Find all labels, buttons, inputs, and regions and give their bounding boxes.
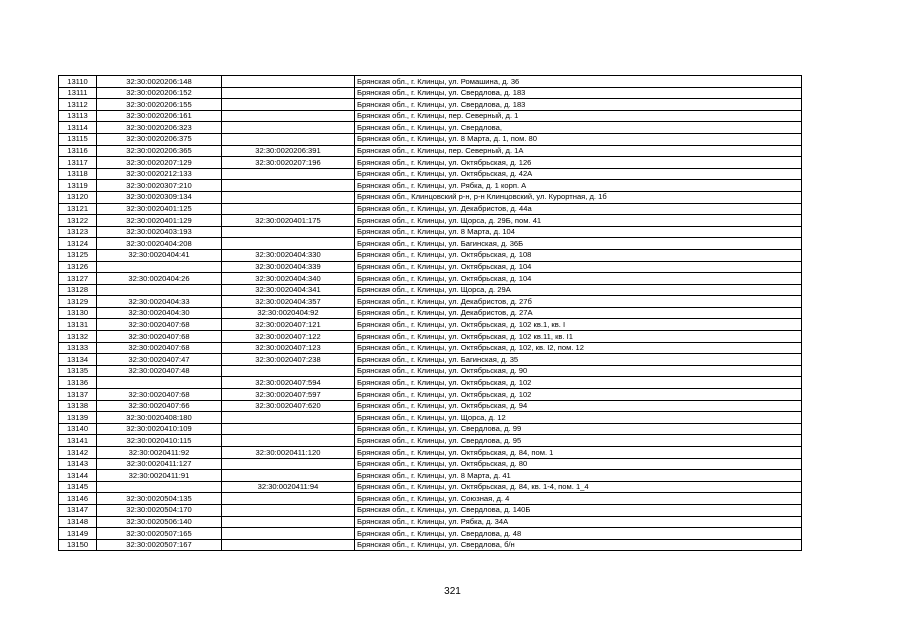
cadastral-number-cell: 32:30:0020506:140 bbox=[97, 516, 222, 528]
cadastral-number-cell: 32:30:0020403:193 bbox=[97, 226, 222, 238]
row-number-cell: 13121 bbox=[59, 203, 97, 215]
address-cell: Брянская обл., г. Клинцы, ул. Свердлова, д. 183 bbox=[355, 99, 802, 111]
table-row bbox=[59, 238, 802, 250]
address-cell: Брянская обл., г. Клинцы, ул. Союзная, д. 4 bbox=[355, 493, 802, 505]
related-cadastral-number-cell: 32:30:0020411:94 bbox=[222, 481, 355, 493]
table-row bbox=[59, 133, 802, 145]
row-number-cell: 13141 bbox=[59, 435, 97, 447]
address-cell: Брянская обл., г. Клинцы, ул. Октябрьская, д. 104 bbox=[355, 273, 802, 285]
property-register-table bbox=[58, 75, 802, 551]
address-cell: Брянская обл., г. Клинцы, ул. Октябрьская, д. 102 кв.1, кв. I bbox=[355, 319, 802, 331]
address-cell: Брянская обл., г. Клинцы, ул. Рябка, д. 34А bbox=[355, 516, 802, 528]
table-row bbox=[59, 226, 802, 238]
row-number-cell: 13124 bbox=[59, 238, 97, 250]
address-cell: Брянская обл., г. Клинцы, ул. Декабристов, д. 27А bbox=[355, 307, 802, 319]
table-row bbox=[59, 504, 802, 516]
row-number-cell: 13146 bbox=[59, 493, 97, 505]
related-cadastral-number-cell: 32:30:0020404:340 bbox=[222, 273, 355, 285]
address-cell: Брянская обл., г. Клинцы, ул. Октябрьская, д. 94 bbox=[355, 400, 802, 412]
address-cell: Брянская обл., г. Клинцы, ул. Свердлова, д. 48 bbox=[355, 528, 802, 540]
table-row bbox=[59, 365, 802, 377]
cadastral-number-cell: 32:30:0020207:129 bbox=[97, 157, 222, 169]
address-cell: Брянская обл., г. Клинцы, ул. Свердлова, bbox=[355, 122, 802, 134]
address-cell: Брянская обл., г. Клинцы, ул. Щорса, д. 29А bbox=[355, 284, 802, 296]
address-cell: Брянская обл., г. Клинцы, ул. Декабристов, д. 44а bbox=[355, 203, 802, 215]
cadastral-number-cell: 32:30:0020407:68 bbox=[97, 389, 222, 401]
table-row bbox=[59, 447, 802, 459]
related-cadastral-number-cell: 32:30:0020404:341 bbox=[222, 284, 355, 296]
related-cadastral-number-cell bbox=[222, 180, 355, 192]
table-row bbox=[59, 249, 802, 261]
cadastral-number-cell: 32:30:0020407:68 bbox=[97, 319, 222, 331]
cadastral-number-cell bbox=[97, 481, 222, 493]
table-row bbox=[59, 389, 802, 401]
row-number-cell: 13142 bbox=[59, 447, 97, 459]
row-number-cell: 13130 bbox=[59, 307, 97, 319]
address-cell: Брянская обл., г. Клинцы, ул. Свердлова, д. 95 bbox=[355, 435, 802, 447]
cadastral-number-cell bbox=[97, 261, 222, 273]
row-number-cell: 13122 bbox=[59, 215, 97, 227]
address-cell: Брянская обл., г. Клинцы, ул. Свердлова, д. 99 bbox=[355, 423, 802, 435]
row-number-cell: 13110 bbox=[59, 76, 97, 88]
cadastral-number-cell: 32:30:0020212:133 bbox=[97, 168, 222, 180]
row-number-cell: 13114 bbox=[59, 122, 97, 134]
related-cadastral-number-cell bbox=[222, 133, 355, 145]
table-row bbox=[59, 87, 802, 99]
row-number-cell: 13147 bbox=[59, 504, 97, 516]
related-cadastral-number-cell bbox=[222, 504, 355, 516]
row-number-cell: 13139 bbox=[59, 412, 97, 424]
cadastral-number-cell: 32:30:0020307:210 bbox=[97, 180, 222, 192]
cadastral-number-cell: 32:30:0020404:208 bbox=[97, 238, 222, 250]
related-cadastral-number-cell bbox=[222, 99, 355, 111]
table-row bbox=[59, 180, 802, 192]
related-cadastral-number-cell bbox=[222, 435, 355, 447]
address-cell: Брянская обл., г. Клинцы, пер. Северный, д. 1А bbox=[355, 145, 802, 157]
related-cadastral-number-cell bbox=[222, 122, 355, 134]
related-cadastral-number-cell bbox=[222, 203, 355, 215]
table-row bbox=[59, 307, 802, 319]
address-cell: Брянская обл., г. Клинцы, ул. Щорса, д. 29Б, пом. 41 bbox=[355, 215, 802, 227]
address-cell: Брянская обл., г. Клинцы, ул. Октябрьская, д. 126 bbox=[355, 157, 802, 169]
related-cadastral-number-cell bbox=[222, 226, 355, 238]
table-row bbox=[59, 122, 802, 134]
row-number-cell: 13119 bbox=[59, 180, 97, 192]
related-cadastral-number-cell: 32:30:0020407:238 bbox=[222, 354, 355, 366]
address-cell: Брянская обл., г. Клинцы, ул. Ромашина, д. 36 bbox=[355, 76, 802, 88]
address-cell: Брянская обл., г. Клинцы, ул. Октябрьская, д. 84, кв. 1-4, пом. 1_4 bbox=[355, 481, 802, 493]
row-number-cell: 13116 bbox=[59, 145, 97, 157]
related-cadastral-number-cell: 32:30:0020407:620 bbox=[222, 400, 355, 412]
cadastral-number-cell: 32:30:0020410:115 bbox=[97, 435, 222, 447]
related-cadastral-number-cell bbox=[222, 87, 355, 99]
address-cell: Брянская обл., г. Клинцы, ул. Октябрьская, д. 102 кв.11, кв. I1 bbox=[355, 331, 802, 343]
related-cadastral-number-cell: 32:30:0020207:196 bbox=[222, 157, 355, 169]
row-number-cell: 13127 bbox=[59, 273, 97, 285]
cadastral-number-cell: 32:30:0020401:129 bbox=[97, 215, 222, 227]
related-cadastral-number-cell bbox=[222, 539, 355, 551]
related-cadastral-number-cell bbox=[222, 470, 355, 482]
cadastral-number-cell: 32:30:0020206:155 bbox=[97, 99, 222, 111]
row-number-cell: 13134 bbox=[59, 354, 97, 366]
row-number-cell: 13135 bbox=[59, 365, 97, 377]
row-number-cell: 13129 bbox=[59, 296, 97, 308]
address-cell: Брянская обл., г. Клинцы, ул. Октябрьская, д. 102, кв. I2, пом. 12 bbox=[355, 342, 802, 354]
address-cell: Брянская обл., г. Клинцы, ул. Щорса, д. 12 bbox=[355, 412, 802, 424]
row-number-cell: 13123 bbox=[59, 226, 97, 238]
related-cadastral-number-cell: 32:30:0020404:92 bbox=[222, 307, 355, 319]
related-cadastral-number-cell bbox=[222, 423, 355, 435]
related-cadastral-number-cell bbox=[222, 110, 355, 122]
table-row bbox=[59, 458, 802, 470]
row-number-cell: 13120 bbox=[59, 191, 97, 203]
related-cadastral-number-cell: 32:30:0020404:339 bbox=[222, 261, 355, 273]
table-row bbox=[59, 400, 802, 412]
address-cell: Брянская обл., г. Клинцы, пер. Северный, д. 1 bbox=[355, 110, 802, 122]
cadastral-number-cell: 32:30:0020401:125 bbox=[97, 203, 222, 215]
table-row bbox=[59, 470, 802, 482]
cadastral-number-cell: 32:30:0020504:170 bbox=[97, 504, 222, 516]
row-number-cell: 13144 bbox=[59, 470, 97, 482]
related-cadastral-number-cell: 32:30:0020407:594 bbox=[222, 377, 355, 389]
related-cadastral-number-cell bbox=[222, 168, 355, 180]
table-row bbox=[59, 215, 802, 227]
row-number-cell: 13148 bbox=[59, 516, 97, 528]
cadastral-number-cell: 32:30:0020206:148 bbox=[97, 76, 222, 88]
row-number-cell: 13128 bbox=[59, 284, 97, 296]
table-row bbox=[59, 110, 802, 122]
cadastral-number-cell: 32:30:0020206:375 bbox=[97, 133, 222, 145]
row-number-cell: 13125 bbox=[59, 249, 97, 261]
row-number-cell: 13149 bbox=[59, 528, 97, 540]
table-row bbox=[59, 412, 802, 424]
cadastral-number-cell: 32:30:0020411:127 bbox=[97, 458, 222, 470]
address-cell: Брянская обл., г. Клинцы, ул. Октябрьская, д. 90 bbox=[355, 365, 802, 377]
row-number-cell: 13131 bbox=[59, 319, 97, 331]
table-row bbox=[59, 539, 802, 551]
cadastral-number-cell: 32:30:0020410:109 bbox=[97, 423, 222, 435]
related-cadastral-number-cell bbox=[222, 76, 355, 88]
address-cell: Брянская обл., г. Клинцы, ул. Багинская, д. 35 bbox=[355, 354, 802, 366]
row-number-cell: 13138 bbox=[59, 400, 97, 412]
table-row bbox=[59, 516, 802, 528]
cadastral-number-cell: 32:30:0020407:66 bbox=[97, 400, 222, 412]
row-number-cell: 13137 bbox=[59, 389, 97, 401]
table-row bbox=[59, 377, 802, 389]
cadastral-number-cell: 32:30:0020404:30 bbox=[97, 307, 222, 319]
table-row bbox=[59, 157, 802, 169]
cadastral-number-cell: 32:30:0020507:165 bbox=[97, 528, 222, 540]
row-number-cell: 13113 bbox=[59, 110, 97, 122]
row-number-cell: 13118 bbox=[59, 168, 97, 180]
cadastral-number-cell: 32:30:0020411:92 bbox=[97, 447, 222, 459]
address-cell: Брянская обл., Клинцовский р-н, р-н Клинцовский, ул. Курортная, д. 1б bbox=[355, 191, 802, 203]
table-row bbox=[59, 435, 802, 447]
address-cell: Брянская обл., г. Клинцы, ул. Октябрьская, д. 102 bbox=[355, 389, 802, 401]
table-row bbox=[59, 191, 802, 203]
table-row bbox=[59, 528, 802, 540]
table-row bbox=[59, 99, 802, 111]
related-cadastral-number-cell: 32:30:0020411:120 bbox=[222, 447, 355, 459]
address-cell: Брянская обл., г. Клинцы, ул. Свердлова, д. 183 bbox=[355, 87, 802, 99]
address-cell: Брянская обл., г. Клинцы, ул. Октябрьская, д. 80 bbox=[355, 458, 802, 470]
table-row bbox=[59, 284, 802, 296]
cadastral-number-cell: 32:30:0020407:68 bbox=[97, 331, 222, 343]
related-cadastral-number-cell: 32:30:0020404:330 bbox=[222, 249, 355, 261]
address-cell: Брянская обл., г. Клинцы, ул. Октябрьская, д. 102 bbox=[355, 377, 802, 389]
address-cell: Брянская обл., г. Клинцы, ул. Свердлова, д. 140Б bbox=[355, 504, 802, 516]
row-number-cell: 13126 bbox=[59, 261, 97, 273]
related-cadastral-number-cell: 32:30:0020407:122 bbox=[222, 331, 355, 343]
cadastral-number-cell: 32:30:0020404:41 bbox=[97, 249, 222, 261]
row-number-cell: 13111 bbox=[59, 87, 97, 99]
table-row bbox=[59, 423, 802, 435]
cadastral-number-cell: 32:30:0020404:33 bbox=[97, 296, 222, 308]
cadastral-number-cell: 32:30:0020507:167 bbox=[97, 539, 222, 551]
address-cell: Брянская обл., г. Клинцы, ул. Свердлова, б/н bbox=[355, 539, 802, 551]
table-row bbox=[59, 342, 802, 354]
row-number-cell: 13145 bbox=[59, 481, 97, 493]
related-cadastral-number-cell: 32:30:0020404:357 bbox=[222, 296, 355, 308]
cadastral-number-cell: 32:30:0020407:48 bbox=[97, 365, 222, 377]
row-number-cell: 13143 bbox=[59, 458, 97, 470]
address-cell: Брянская обл., г. Клинцы, ул. Декабристов, д. 27б bbox=[355, 296, 802, 308]
table-row bbox=[59, 493, 802, 505]
cadastral-number-cell: 32:30:0020504:135 bbox=[97, 493, 222, 505]
address-cell: Брянская обл., г. Клинцы, ул. Багинская, д. 36Б bbox=[355, 238, 802, 250]
related-cadastral-number-cell: 32:30:0020407:123 bbox=[222, 342, 355, 354]
table-row bbox=[59, 145, 802, 157]
row-number-cell: 13140 bbox=[59, 423, 97, 435]
cadastral-number-cell: 32:30:0020309:134 bbox=[97, 191, 222, 203]
cadastral-number-cell bbox=[97, 284, 222, 296]
table-row bbox=[59, 319, 802, 331]
row-number-cell: 13132 bbox=[59, 331, 97, 343]
page-number: 321 bbox=[444, 586, 461, 597]
address-cell: Брянская обл., г. Клинцы, ул. Октябрьская, д. 84, пом. 1 bbox=[355, 447, 802, 459]
related-cadastral-number-cell bbox=[222, 516, 355, 528]
related-cadastral-number-cell bbox=[222, 412, 355, 424]
cadastral-number-cell: 32:30:0020411:91 bbox=[97, 470, 222, 482]
related-cadastral-number-cell: 32:30:0020206:391 bbox=[222, 145, 355, 157]
cadastral-number-cell: 32:30:0020404:26 bbox=[97, 273, 222, 285]
related-cadastral-number-cell: 32:30:0020407:121 bbox=[222, 319, 355, 331]
related-cadastral-number-cell: 32:30:0020407:597 bbox=[222, 389, 355, 401]
cadastral-number-cell bbox=[97, 377, 222, 389]
related-cadastral-number-cell bbox=[222, 528, 355, 540]
address-cell: Брянская обл., г. Клинцы, ул. 8 Марта, д. 1, пом. 80 bbox=[355, 133, 802, 145]
table-row bbox=[59, 354, 802, 366]
row-number-cell: 13117 bbox=[59, 157, 97, 169]
table-row bbox=[59, 261, 802, 273]
row-number-cell: 13136 bbox=[59, 377, 97, 389]
related-cadastral-number-cell bbox=[222, 365, 355, 377]
row-number-cell: 13115 bbox=[59, 133, 97, 145]
address-cell: Брянская обл., г. Клинцы, ул. Рябка, д. 1 корп. А bbox=[355, 180, 802, 192]
row-number-cell: 13150 bbox=[59, 539, 97, 551]
cadastral-number-cell: 32:30:0020206:161 bbox=[97, 110, 222, 122]
cadastral-number-cell: 32:30:0020407:68 bbox=[97, 342, 222, 354]
cadastral-number-cell: 32:30:0020407:47 bbox=[97, 354, 222, 366]
cadastral-number-cell: 32:30:0020206:365 bbox=[97, 145, 222, 157]
address-cell: Брянская обл., г. Клинцы, ул. Октябрьская, д. 42А bbox=[355, 168, 802, 180]
related-cadastral-number-cell bbox=[222, 458, 355, 470]
address-cell: Брянская обл., г. Клинцы, ул. 8 Марта, д. 104 bbox=[355, 226, 802, 238]
table-body bbox=[59, 76, 802, 551]
related-cadastral-number-cell: 32:30:0020401:175 bbox=[222, 215, 355, 227]
table-row bbox=[59, 76, 802, 88]
cadastral-number-cell: 32:30:0020206:152 bbox=[97, 87, 222, 99]
table-row bbox=[59, 273, 802, 285]
address-cell: Брянская обл., г. Клинцы, ул. Октябрьская, д. 108 bbox=[355, 249, 802, 261]
row-number-cell: 13133 bbox=[59, 342, 97, 354]
related-cadastral-number-cell bbox=[222, 493, 355, 505]
row-number-cell: 13112 bbox=[59, 99, 97, 111]
related-cadastral-number-cell bbox=[222, 238, 355, 250]
table-row bbox=[59, 481, 802, 493]
table-row bbox=[59, 203, 802, 215]
cadastral-number-cell: 32:30:0020206:323 bbox=[97, 122, 222, 134]
related-cadastral-number-cell bbox=[222, 191, 355, 203]
table-row bbox=[59, 168, 802, 180]
address-cell: Брянская обл., г. Клинцы, ул. 8 Марта, д. 41 bbox=[355, 470, 802, 482]
table-row bbox=[59, 296, 802, 308]
address-cell: Брянская обл., г. Клинцы, ул. Октябрьская, д. 104 bbox=[355, 261, 802, 273]
table-row bbox=[59, 331, 802, 343]
cadastral-number-cell: 32:30:0020408:180 bbox=[97, 412, 222, 424]
